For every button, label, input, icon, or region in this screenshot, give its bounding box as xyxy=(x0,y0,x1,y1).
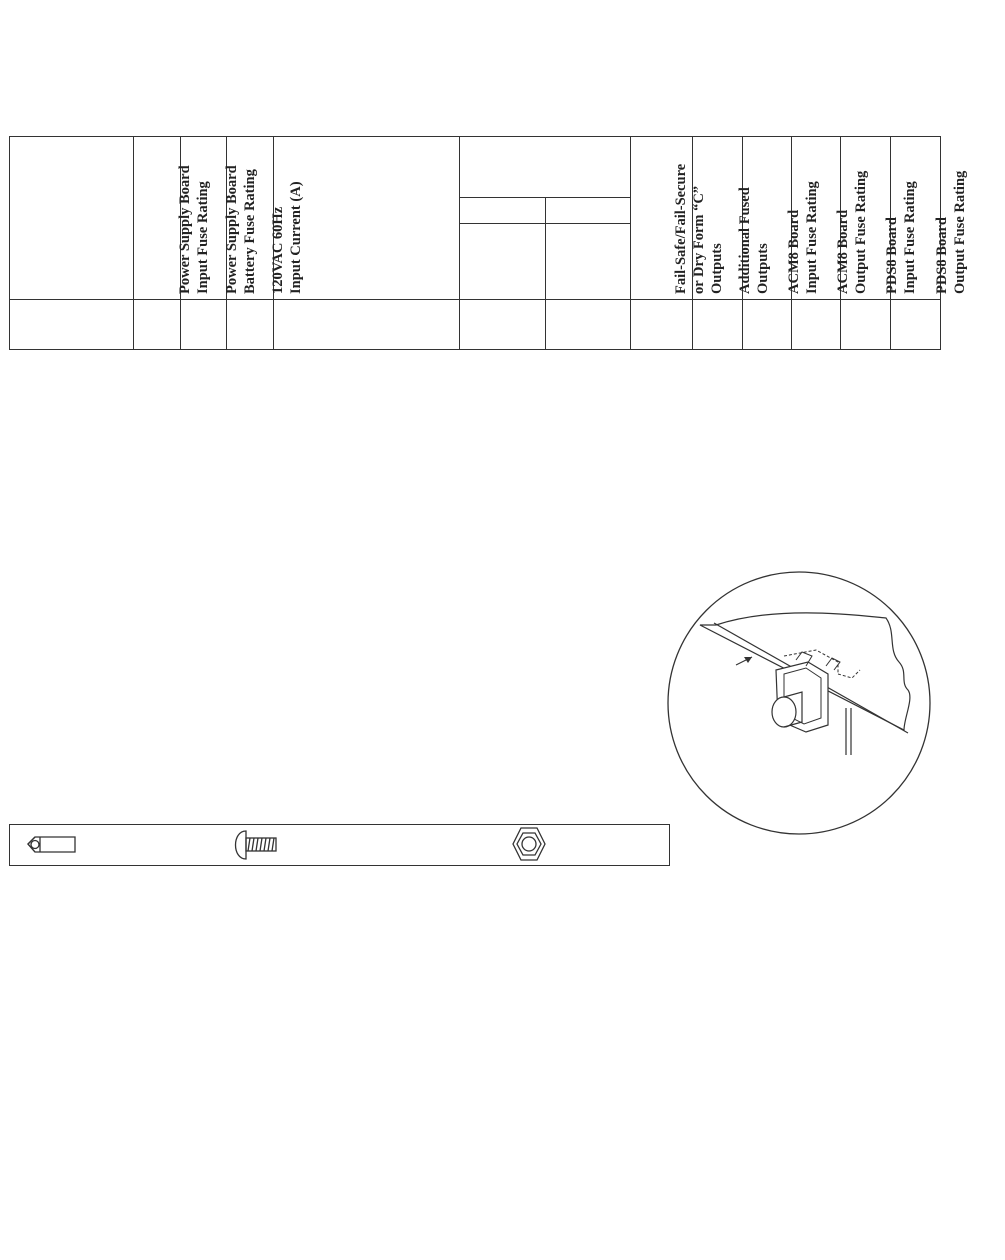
header-input-current: 120VAC 60Hz Input Current (A) xyxy=(270,181,304,294)
standoff-icon xyxy=(28,837,75,852)
hex-nut-icon xyxy=(513,828,545,860)
tamper-switch-illustration xyxy=(656,570,944,836)
header-acm8-input-fuse: ACM8 Board Input Fuse Rating xyxy=(786,181,820,294)
hardware-legend xyxy=(9,824,670,866)
header-ps-input-fuse: Power Supply Board Input Fuse Rating xyxy=(177,165,211,294)
header-fail-safe-outputs: Fail-Safe/Fail-Secure or Dry Form “C” Outputs xyxy=(673,163,725,294)
header-additional-fused-outputs: Additional Fused Outputs xyxy=(737,187,771,294)
specifications-table xyxy=(0,0,968,360)
header-pds8-output-fuse: PDS8 Board Output Fuse Rating xyxy=(934,170,968,294)
header-ps-battery-fuse: Power Supply Board Battery Fuse Rating xyxy=(224,165,258,294)
header-acm8-output-fuse: ACM8 Board Output Fuse Rating xyxy=(835,170,869,294)
screw-icon xyxy=(236,831,277,859)
header-pds8-input-fuse: PDS8 Board Input Fuse Rating xyxy=(884,181,918,294)
